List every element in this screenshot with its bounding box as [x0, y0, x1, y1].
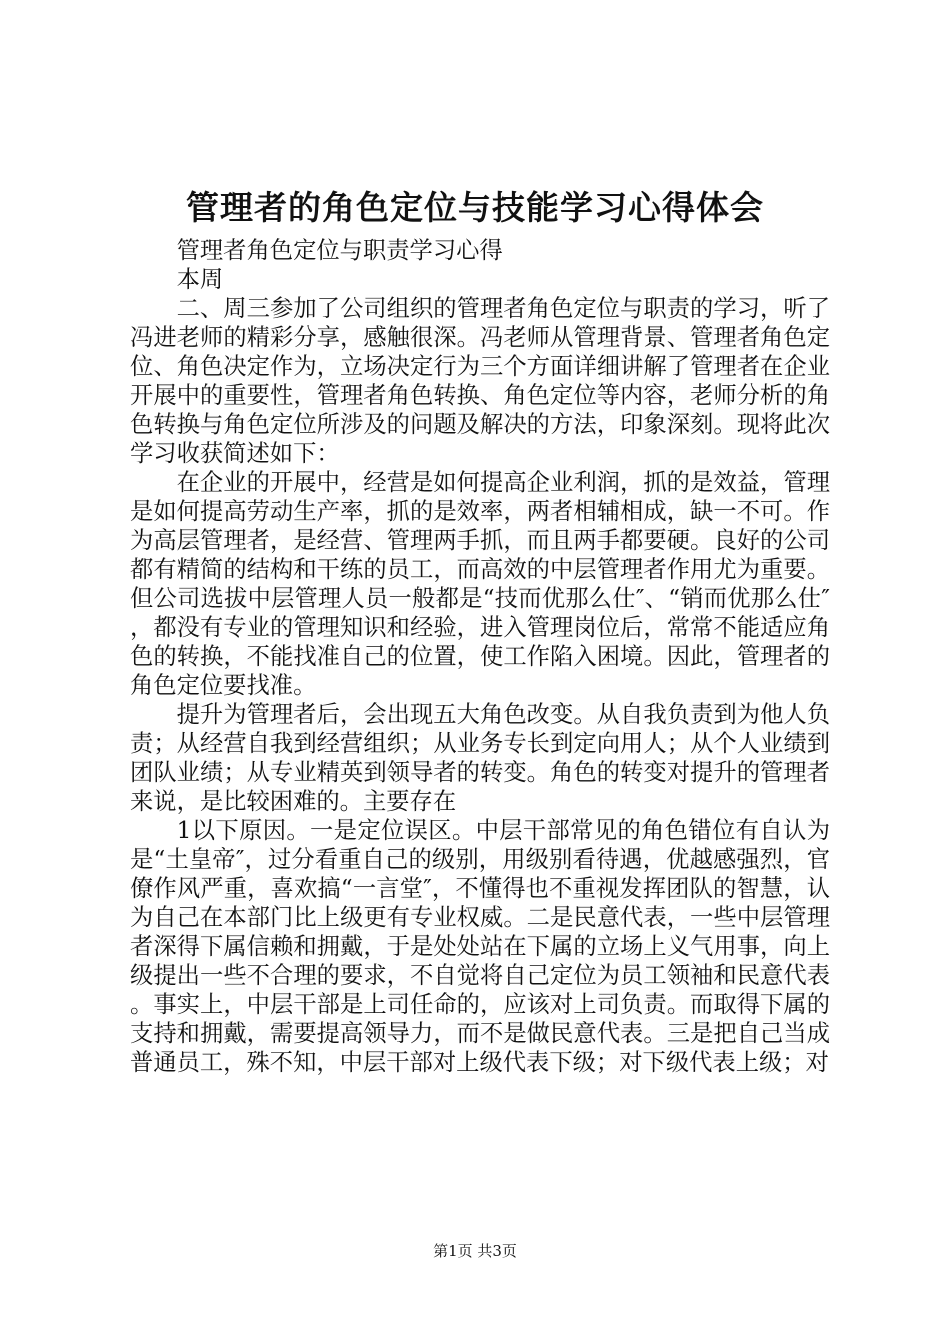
paragraph-week: 本周	[176, 266, 224, 293]
page-footer: 第1页 共3页	[433, 1242, 517, 1260]
document-title: 管理者的角色定位与技能学习心得体会	[186, 188, 764, 227]
paragraph-management: 在企业的开展中，经营是如何提高企业利润，抓的是效益，管理是如何提高劳动生产率，抓的是效率，两者相辅相成，缺一不可。作为高层管理者，是经营、管理两手抓，而且两手都要硬。良好的公司都有精简的结构和干练的员工，而高效的中层管理者作用尤为重要。但公司选拔中层管理人员一般都是“技而优那么仕″、“销而优那么仕″，都没有专业的管理知识和经验，进入管理岗位后，常常不能适应角色的转换，不能找准自己的位置，使工作陷入困境。因此，管理者的角色定位要找准。	[130, 469, 830, 699]
paragraph-role-change: 提升为管理者后，会出现五大角色改变。从自我负责到为他人负责；从经营自我到经营组织；从业务专长到定向用人；从个人业绩到团队业绩；从专业精英到领导者的转变。角色的转变对提升的管理者来说，是比较困难的。主要存在	[130, 701, 830, 815]
paragraph-intro: 二、周三参加了公司组织的管理者角色定位与职责的学习，听了冯进老师的精彩分享，感触很深。冯老师从管理背景、管理者角色定位、角色决定作为，立场决定行为三个方面详细讲解了管理者在企业开展中的重要性，管理者角色转换、角色定位等内容，老师分析的角色转换与角色定位所涉及的问题及解决的方法，印象深刻。现将此次学习收获简述如下：	[130, 295, 830, 467]
paragraph-reasons: 1以下原因。一是定位误区。中层干部常见的角色错位有自认为是“土皇帝″，过分看重自己的级别，用级别看待遇，优越感强烈，官僚作风严重，喜欢搞“一言堂″，不懂得也不重视发挥团队的智慧，认为自己在本部门比上级更有专业权威。二是民意代表，一些中层管理者深得下属信赖和拥戴，于是处处站在下属的立场上义气用事，向上级提出一些不合理的要求，不自觉将自己定位为员工领袖和民意代表。事实上，中层干部是上司任命的，应该对上司负责。而取得下属的支持和拥戴，需要提高领导力，而不是做民意代表。三是把自己当成普通员工，殊不知，中层干部对上级代表下级；对下级代表上级；对	[130, 817, 830, 1076]
document-body	[130, 236, 830, 1077]
paragraph-subtitle: 管理者角色定位与职责学习心得	[176, 237, 503, 264]
